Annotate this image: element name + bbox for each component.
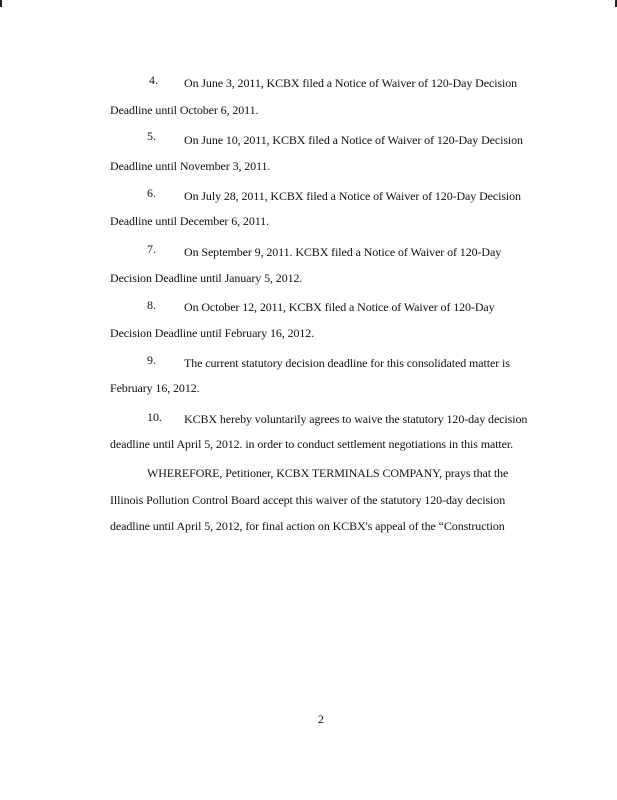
paragraph-line: On June 3, 2011, KCBX filed a Notice of Waiver of 120-Day Decision (184, 76, 518, 90)
paragraph-line: On September 9, 2011. KCBX filed a Notice of Waiver of 120-Day (184, 245, 502, 259)
paragraph-line: The current statutory decision deadline for this consolidated matter is (184, 356, 510, 370)
paragraph-line: KCBX hereby voluntarily agrees to waive the statutory 120-day decision (184, 412, 528, 426)
paragraph-number: 4. (149, 73, 158, 87)
paragraph-number: 10. (147, 410, 162, 424)
paragraph-line: February 16, 2012. (110, 381, 200, 395)
wherefore-line: WHEREFORE, Petitioner, KCBX TERMINALS COMPANY, prays that the (147, 466, 509, 480)
paragraph-line: On June 10, 2011, KCBX filed a Notice of Waiver of 120-Day Decision (184, 133, 523, 147)
paragraph-line: deadline until April 5, 2012. in order to conduct settlement negotiations in this matter. (110, 437, 514, 451)
paragraph-number: 5. (147, 129, 156, 143)
page-number: 2 (318, 712, 324, 726)
scan-edge-mark-left (0, 0, 2, 7)
paragraph-number: 7. (147, 242, 156, 256)
paragraph-line: Deadline until December 6, 2011. (110, 214, 269, 228)
paragraph-line: Decision Deadline until January 5, 2012. (110, 271, 303, 285)
paragraph-number: 6. (147, 186, 156, 200)
paragraph-line: Deadline until October 6, 2011. (110, 103, 259, 117)
paragraph-number: 8. (147, 298, 156, 312)
wherefore-line: deadline until April 5, 2012, for final action on KCBX's appeal of the “Construction (110, 519, 505, 533)
wherefore-line: Illinois Pollution Control Board accept this waiver of the statutory 120-day decision (110, 493, 506, 507)
paragraph-number: 9. (147, 353, 156, 367)
paragraph-line: Deadline until November 3, 2011. (110, 159, 271, 173)
paragraph-line: On July 28, 2011, KCBX filed a Notice of Waiver of 120-Day Decision (184, 189, 521, 203)
paragraph-line: On October 12, 2011, KCBX filed a Notice of Waiver of 120-Day (184, 300, 495, 314)
paragraph-line: Decision Deadline until February 16, 2012. (110, 326, 315, 340)
